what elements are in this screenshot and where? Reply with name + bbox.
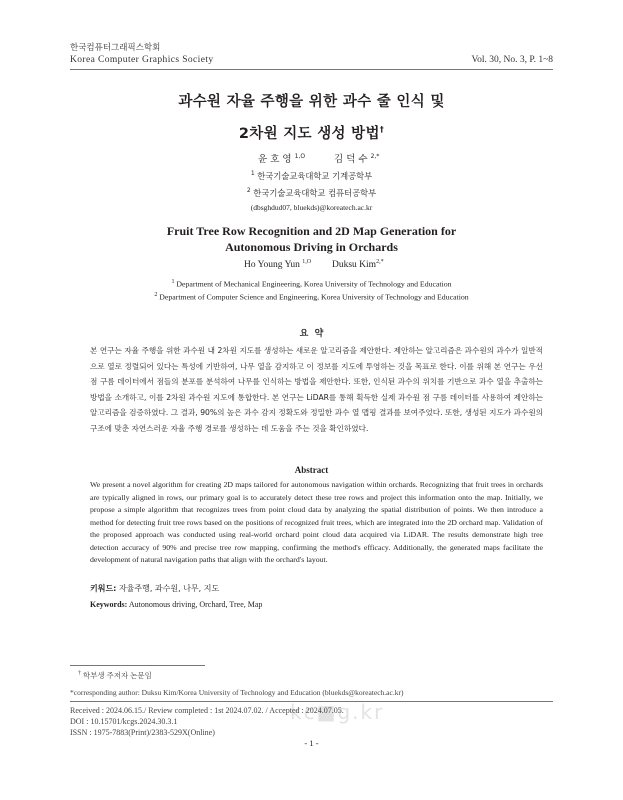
keywords-en-label: Keywords: [90, 600, 128, 609]
watermark: kc■g.kr [290, 700, 385, 724]
footnote-dagger-text: 학부생 주저자 논문임 [82, 671, 152, 680]
affiliation-kr-2-num: 2 [246, 187, 251, 195]
author-kr-1-name: 윤 호 영 [258, 154, 292, 165]
affiliation-en-1-text: Department of Mechanical Engineering, Korea University of Technology and Education [176, 279, 452, 289]
title-en-line1: Fruit Tree Row Recognition and 2D Map Generation for [166, 224, 457, 238]
title-kr-line1: 과수원 자율 주행을 위한 과수 줄 인식 및 [178, 94, 445, 110]
affiliation-kr-2 [0, 187, 623, 199]
society-name-en: Korea Computer Graphics Society [70, 55, 214, 65]
affiliation-kr-2-text: 한국기술교육대학교 컴퓨터공학부 [253, 188, 377, 198]
keywords-en-text: Autonomous driving, Orchard, Tree, Map [128, 600, 263, 609]
corresponding-author: *corresponding author: Duksu Kim/Korea University of Technology and Education (bluekds@koreatech.ac.kr) [70, 688, 404, 697]
affiliation-en-2-num: 2 [154, 292, 158, 298]
author-kr-2-sup: 2,* [370, 152, 380, 160]
author-en-1-name: Ho Young Yun [244, 260, 300, 271]
abstract-en-text: We present a novel algorithm for creating 2D maps tailored for autonomous navigation within orchards. Recognizing that fruit trees in orchards are typically aligned in rows, our primary goal is to accurately detect these tree rows and project this information onto the map. Initially, we propose a simple algorithm that recognizes trees from point cloud data by analyzing the spatial distribution of points. We then introduce a method for detecting fruit tree rows based on the positions of recognized fruit trees, which are integrated into the 2D orchard map. Validation of the proposed approach was conducted using real-world orchard point cloud data acquired via LiDAR. The results demonstrate high tree detection accuracy of 90% and precise tree row mapping, confirming the method's efficacy. Additionally, the generated maps facilitate the development of natural navigation paths that align with the orchard's layout. [90, 480, 543, 564]
title-dagger: † [379, 125, 385, 135]
author-kr-1-sup: 1,O [294, 152, 306, 160]
author-en-2 [332, 259, 384, 270]
affiliation-kr-1 [0, 170, 623, 182]
footnote-dagger [78, 670, 152, 681]
title-kr-line2-text: 2차원 지도 생성 방법 [238, 126, 380, 142]
keywords-kr-label: 키워드: [90, 584, 117, 593]
affiliation-en-1 [0, 279, 623, 289]
affiliation-en-2-text: Department of Computer Science and Engineering, Korea University of Technology and Education [159, 292, 469, 302]
author-emails: (dbsghdud07, bluekds)@koreatech.ac.kr [250, 203, 373, 212]
volume-info: Vol. 30, No. 3, P. 1~8 [471, 55, 553, 65]
keywords-kr-text: 자율주행, 과수원, 나무, 지도 [118, 584, 220, 593]
author-kr-2-name: 김 덕 수 [334, 154, 368, 165]
footnote-rule [70, 665, 205, 666]
author-en-1-sup: 1,O [302, 259, 312, 265]
keywords-en [90, 600, 262, 609]
affiliation-kr-1-num: 1 [250, 170, 255, 178]
title-kr-line2 [0, 122, 623, 143]
author-kr-1 [258, 151, 305, 165]
title-en-line2: Autonomous Driving in Orchards [225, 240, 398, 254]
received-dates: Received : 2024.06.15./ Review completed : 1st 2024.07.02. / Accepted : 2024.07.05. [70, 706, 344, 715]
affiliation-en-2 [0, 292, 623, 302]
abstract-kr-text: 본 연구는 자율 주행을 위한 과수원 내 2차원 지도를 생성하는 새로운 알고리즘을 제안한다. 제안하는 알고리즘은 과수원의 과수가 일반적으로 열로 정렬되어 있다는 특성에 기반하여, 나무 열을 감지하고 이 정보를 지도에 투영하는 것을 목표로 한다. 이를 위해 본 연구는 우선 점 구름 데이터에서 점들의 분포를 분석하여 나무를 인식하는 방법을 제안한다. 또한, 인식된 과수의 위치를 기반으로 과수 열을 추출하는 방법을 소개하고, 이를 2차원 과수원 지도에 통합한다. 본 연구는 LiDAR를 통해 획득한 실제 과수원 점 구름 데이터를 사용하여 제안하는 알고리즘을 검증하였다. 그 결과, 90%의 높은 과수 감지 정확도와 정밀한 과수 열 맵핑 결과를 보여주었다. 또한, 생성된 지도가 과수원의 구조에 맞춘 자연스러운 자율 주행 경로를 생성하는 데 도움을 주는 것을 확인하였다. [90, 346, 543, 433]
author-en-2-sup: 2,* [376, 259, 384, 265]
author-en-1 [244, 259, 311, 270]
abstract-kr-heading: 요 약 [299, 329, 324, 339]
abstract-en-heading: Abstract [294, 465, 329, 475]
affiliation-kr-1-text: 한국기술교육대학교 기계공학부 [257, 171, 373, 181]
author-en-2-name: Duksu Kim [332, 260, 377, 271]
footnote-dagger-symbol: † [78, 670, 81, 677]
society-name-kr: 한국컴퓨터그래픽스학회 [70, 43, 161, 53]
doi: DOI : 10.15701/kcgs.2024.30.3.1 [70, 717, 178, 726]
affiliation-en-1-num: 1 [171, 279, 175, 285]
page-number: - 1 - [304, 738, 319, 748]
header-rule [70, 69, 553, 70]
issn: ISSN : 1975-7883(Print)/2383-529X(Online) [70, 728, 215, 737]
author-kr-2 [334, 151, 379, 165]
keywords-kr [90, 583, 219, 594]
